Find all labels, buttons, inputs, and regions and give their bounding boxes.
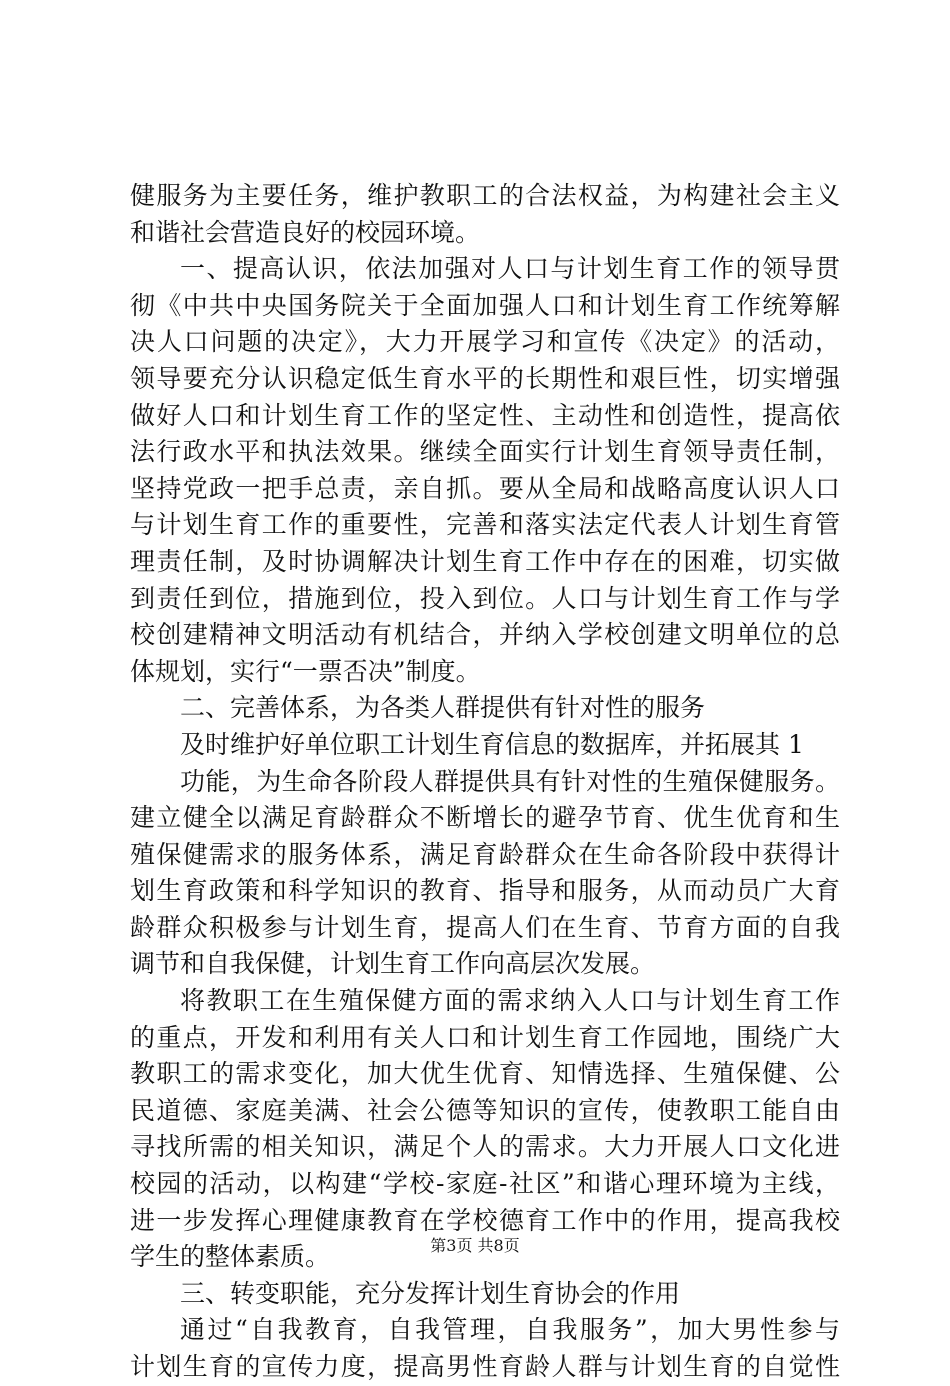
text-line: 计划生育的宣传力度，提高男性育龄人群与计划生育的自觉性 [130,1352,840,1381]
text-line: 调节和自我保健，计划生育工作向高层次发展。 [130,949,656,979]
text-line: 将教职工在生殖保健方面的需求纳入人口与计划生育工作 [180,986,840,1016]
document-body [130,178,840,1386]
text-line: 与计划生育工作的重要性，完善和落实法定代表人计划生育管 [130,510,840,540]
text-line: 二、完善体系，为各类人群提供有针对性的服务 [180,693,706,723]
text-line: 通过“自我教育，自我管理，自我服务”，加大男性参与 [180,1315,840,1345]
text-line: 和谐社会营造良好的校园环境。 [130,217,481,247]
text-line: 校创建精神文明活动有机结合，并纳入学校创建文明单位的总 [130,620,840,650]
text-line: 三、转变职能，充分发挥计划生育协会的作用 [180,1278,681,1308]
text-line: 的重点，开发和利用有关人口和计划生育工作园地，围绕广大 [130,1022,840,1052]
text-line: 领导要充分认识稳定低生育水平的长期性和艰巨性，切实增强 [130,363,840,393]
text-line: 做好人口和计划生育工作的坚定性、主动性和创造性，提高依 [130,400,840,430]
text-line: 校园的活动，以构建“学校-家庭-社区”和谐心理环境为主线， [130,1169,840,1199]
text-line: 寻找所需的相关知识，满足个人的需求。大力开展人口文化进 [130,1132,840,1162]
text-line: 进一步发挥心理健康教育在学校德育工作中的作用，提高我校 [130,1205,840,1235]
text-line: 彻《中共中央国务院关于全面加强人口和计划生育工作统筹解 [130,290,840,320]
text-line: 殖保健需求的服务体系，满足育龄群众在生命各阶段中获得计 [130,839,840,869]
text-line: 学生的整体素质。 [130,1242,331,1272]
text-line: 民道德、家庭美满、社会公德等知识的宣传，使教职工能自由 [130,1095,840,1125]
text-line: 理责任制，及时协调解决计划生育工作中存在的困难，切实做 [130,546,840,576]
text-line: 教职工的需求变化，加大优生优育、知情选择、生殖保健、公 [130,1059,840,1089]
text-line: 建立健全以满足育龄群众不断增长的避孕节育、优生优育和生 [130,803,840,833]
text-line: 龄群众积极参与计划生育，提高人们在生育、节育方面的自我 [130,912,840,942]
text-line: 一、提高认识，依法加强对人口与计划生育工作的领导贯 [180,254,840,284]
text-line: 坚持党政一把手总责，亲自抓。要从全局和战略高度认识人口 [130,473,840,503]
text-line: 及时维护好单位职工计划生育信息的数据库，并拓展其 1 [180,729,804,759]
page-footer: 第3页 共8页 [430,1236,520,1255]
text-line: 健服务为主要任务，维护教职工的合法权益，为构建社会主义 [130,181,840,210]
text-line: 到责任到位，措施到位，投入到位。人口与计划生育工作与学 [130,583,840,613]
text-line: 决人口问题的决定》，大力开展学习和宣传《决定》的活动， [130,327,840,357]
text-line: 划生育政策和科学知识的教育、指导和服务，从而动员广大育 [130,876,840,906]
text-line: 体规划，实行“一票否决”制度。 [130,656,481,686]
text-line: 法行政水平和执法效果。继续全面实行计划生育领导责任制， [130,437,840,467]
text-line: 功能，为生命各阶段人群提供具有针对性的生殖保健服务。 [180,766,840,796]
